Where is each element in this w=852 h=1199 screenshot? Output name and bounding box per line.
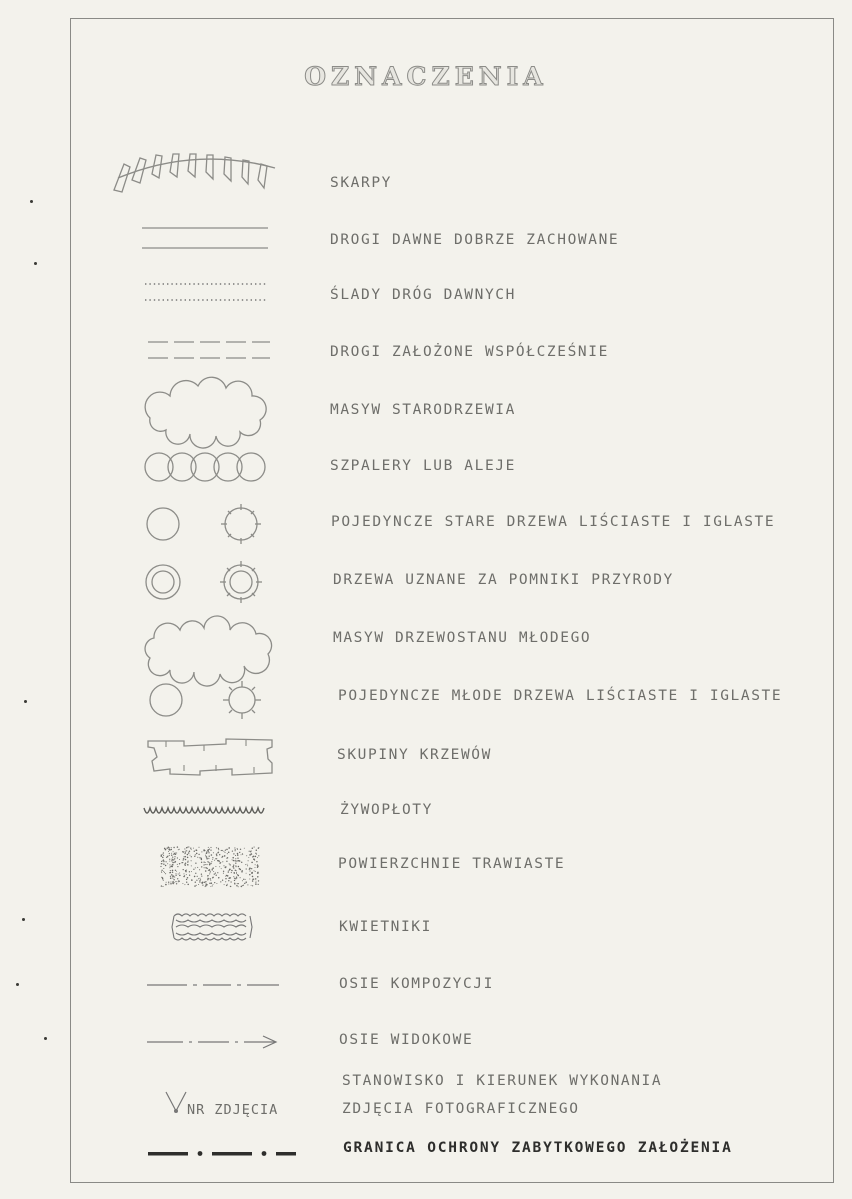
- protection-boundary-icon: [148, 1135, 298, 1165]
- grass-stipple-icon: [160, 846, 260, 888]
- legend-label: POWIERZCHNIE TRAWIASTE: [338, 856, 566, 872]
- photo-number-label: NR ZDJĘCIA: [187, 1102, 279, 1118]
- photo-position-icon: [164, 1090, 188, 1116]
- tree-rows-icon: [140, 450, 270, 484]
- dotted-double-line-icon: [140, 272, 270, 312]
- legend-label: SKUPINY KRZEWÓW: [337, 747, 492, 763]
- legend-label: ŻYWOPŁOTY: [340, 802, 433, 818]
- paper-speck: [30, 200, 33, 203]
- monument-trees-icon: [140, 560, 275, 604]
- legend-label: MASYW DRZEWOSTANU MŁODEGO: [333, 630, 592, 646]
- legend-label: ŚLADY DRÓG DAWNYCH: [330, 287, 516, 303]
- legend-title: OZNACZENIA: [304, 62, 548, 91]
- legend-label-line1: STANOWISKO I KIERUNEK WYKONANIA: [342, 1073, 663, 1089]
- paper-speck: [44, 1037, 47, 1040]
- legend-label: POJEDYNCZE MŁODE DRZEWA LIŚCIASTE I IGLASTE: [338, 688, 783, 704]
- single-young-trees-icon: [140, 678, 275, 722]
- composition-axis-icon: [147, 970, 282, 1000]
- legend-label: POJEDYNCZE STARE DRZEWA LIŚCIASTE I IGLASTE: [331, 514, 776, 530]
- paper-speck: [34, 262, 37, 265]
- legend-label: SZPALERY LUB ALEJE: [330, 458, 516, 474]
- hedge-icon: [140, 800, 275, 824]
- dashed-double-line-icon: [140, 330, 270, 370]
- skarpy-icon: [140, 150, 290, 210]
- legend-label: OSIE KOMPOZYCJI: [339, 976, 494, 992]
- legend-label: DRZEWA UZNANE ZA POMNIKI PRZYRODY: [333, 572, 674, 588]
- view-axis-arrow-icon: [147, 1027, 282, 1057]
- legend-label: MASYW STARODRZEWIA: [330, 402, 516, 418]
- legend-label-line2: ZDJĘCIA FOTOGRAFICZNEGO: [342, 1101, 580, 1117]
- legend-label: DROGI DAWNE DOBRZE ZACHOWANE: [330, 232, 620, 248]
- legend-label: DROGI ZAŁOŻONE WSPÓŁCZEŚNIE: [330, 344, 609, 360]
- legend-label: GRANICA OCHRONY ZABYTKOWEGO ZAŁOŻENIA: [343, 1140, 733, 1156]
- legend-label: SKARPY: [330, 175, 392, 191]
- flowerbed-icon: [170, 910, 255, 944]
- solid-double-line-icon: [140, 215, 270, 255]
- paper-speck: [22, 918, 25, 921]
- paper-speck: [16, 983, 19, 986]
- legend-label: OSIE WIDOKOWE: [339, 1032, 474, 1048]
- young-stand-mass-icon: [140, 620, 275, 680]
- old-tree-mass-icon: [140, 378, 270, 448]
- paper-speck: [24, 700, 27, 703]
- shrub-group-icon: [140, 735, 280, 779]
- legend-label: KWIETNIKI: [339, 919, 432, 935]
- single-old-trees-icon: [140, 502, 275, 546]
